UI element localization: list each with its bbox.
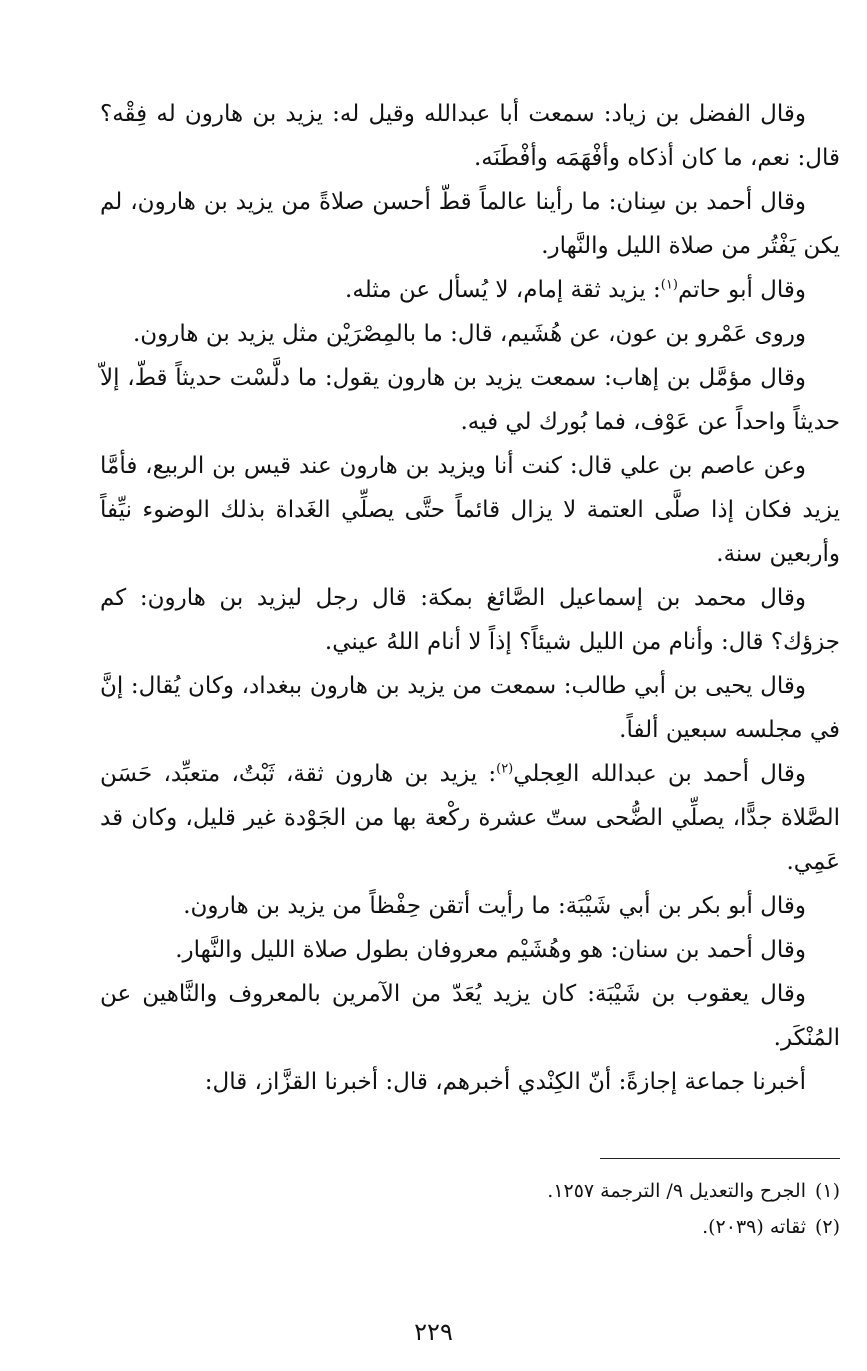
paragraph-text: وقال أبو بكر بن أبي شَيْبَة: ما رأيت أتقن حِفْظاً من يزيد بن هارون. xyxy=(183,893,806,919)
paragraph xyxy=(100,928,840,972)
paragraph-text: وقال أحمد بن عبدالله العِجلي xyxy=(513,761,806,787)
footnote-number: (١) xyxy=(814,1180,840,1202)
footnote-separator xyxy=(600,1158,840,1159)
paragraph xyxy=(100,576,840,664)
footnote-number: (٢) xyxy=(814,1216,840,1238)
paragraph xyxy=(100,972,840,1060)
paragraph-text: وقال محمد بن إسماعيل الصَّائغ بمكة: قال رجل ليزيد بن هارون: كم جزؤك؟ قال: وأنام من الليل شيئاً؟ إذاً لا أنام اللهُ عيني. xyxy=(100,585,840,655)
paragraph xyxy=(100,312,840,356)
paragraph xyxy=(100,356,840,444)
paragraph xyxy=(100,180,840,268)
footnote xyxy=(100,1209,840,1245)
paragraph xyxy=(100,1060,840,1104)
paragraph xyxy=(100,444,840,576)
paragraph-text: وقال أبو حاتم xyxy=(677,277,806,303)
paragraph-text: : يزيد ثقة إمام، لا يُسأل عن مثله. xyxy=(345,277,661,303)
paragraph-text: : يزيد بن هارون ثقة، ثَبْتٌ، متعبِّد، حَسَن الصَّلاة جدًّا، يصلِّي الضُّحى ستّ عشرة ركْعة بها من الجَوْدة غير قليل، وكان قد عَمِي. xyxy=(100,761,840,875)
paragraph-text: وعن عاصم بن علي قال: كنت أنا ويزيد بن هارون عند قيس بن الربيع، فأمَّا يزيد فكان إذا صلَّى العتمة لا يزال قائماً حتَّى يصلِّي الغَداة بذلك الوضوء نيِّفاً وأربعين سنة. xyxy=(100,453,840,567)
paragraph xyxy=(100,92,840,180)
paragraph-text: وقال يعقوب بن شَيْبَة: كان يزيد يُعَدّ من الآمرين بالمعروف والنَّاهين عن المُنْكَر. xyxy=(100,981,840,1051)
footnotes xyxy=(100,1158,840,1245)
footnote-marker: (٢) xyxy=(496,761,514,777)
paragraph xyxy=(100,268,840,312)
paragraph xyxy=(100,664,840,752)
paragraph-text: وروى عَمْرو بن عون، عن هُشَيم، قال: ما بالمِصْرَيْن مثل يزيد بن هارون. xyxy=(132,321,806,347)
paragraph-text: وقال الفضل بن زياد: سمعت أبا عبدالله وقيل له: يزيد بن هارون له فِقْه؟ قال: نعم، ما كان أذكاه وأفْهَمَه وأفْطَنَه. xyxy=(100,101,840,171)
page-number: ٢٢٩ xyxy=(414,1318,453,1346)
paragraph-text: وقال يحيى بن أبي طالب: سمعت من يزيد بن هارون ببغداد، وكان يُقال: إنَّ في مجلسه سبعين ألفاً. xyxy=(100,673,840,743)
main-text xyxy=(100,92,840,1104)
footnote xyxy=(100,1173,840,1209)
paragraph-text: وقال أحمد بن سنان: هو وهُشَيْم معروفان بطول صلاة الليل والنَّهار. xyxy=(175,937,806,963)
footnote-text: ثقاته (٢٠٣٩). xyxy=(702,1216,806,1238)
footnote-text: الجرح والتعديل ٩/ الترجمة ١٢٥٧. xyxy=(547,1180,806,1202)
footnote-marker: (١) xyxy=(660,277,678,293)
paragraph xyxy=(100,752,840,884)
paragraph-text: وقال أحمد بن سِنان: ما رأينا عالماً قطّ أحسن صلاةً من يزيد بن هارون، لم يكن يَفْتُر من صلاة الليل والنَّهار. xyxy=(100,189,840,259)
paragraph-text: وقال مؤمَّل بن إهاب: سمعت يزيد بن هارون يقول: ما دلَّسْت حديثاً قطّ، إلاّ حديثاً واحداً عن عَوْف، فما بُورك لي فيه. xyxy=(100,365,840,435)
paragraph xyxy=(100,884,840,928)
paragraph-text: أخبرنا جماعة إجازةً: أنّ الكِنْدي أخبرهم، قال: أخبرنا القزَّاز، قال: xyxy=(204,1069,806,1095)
